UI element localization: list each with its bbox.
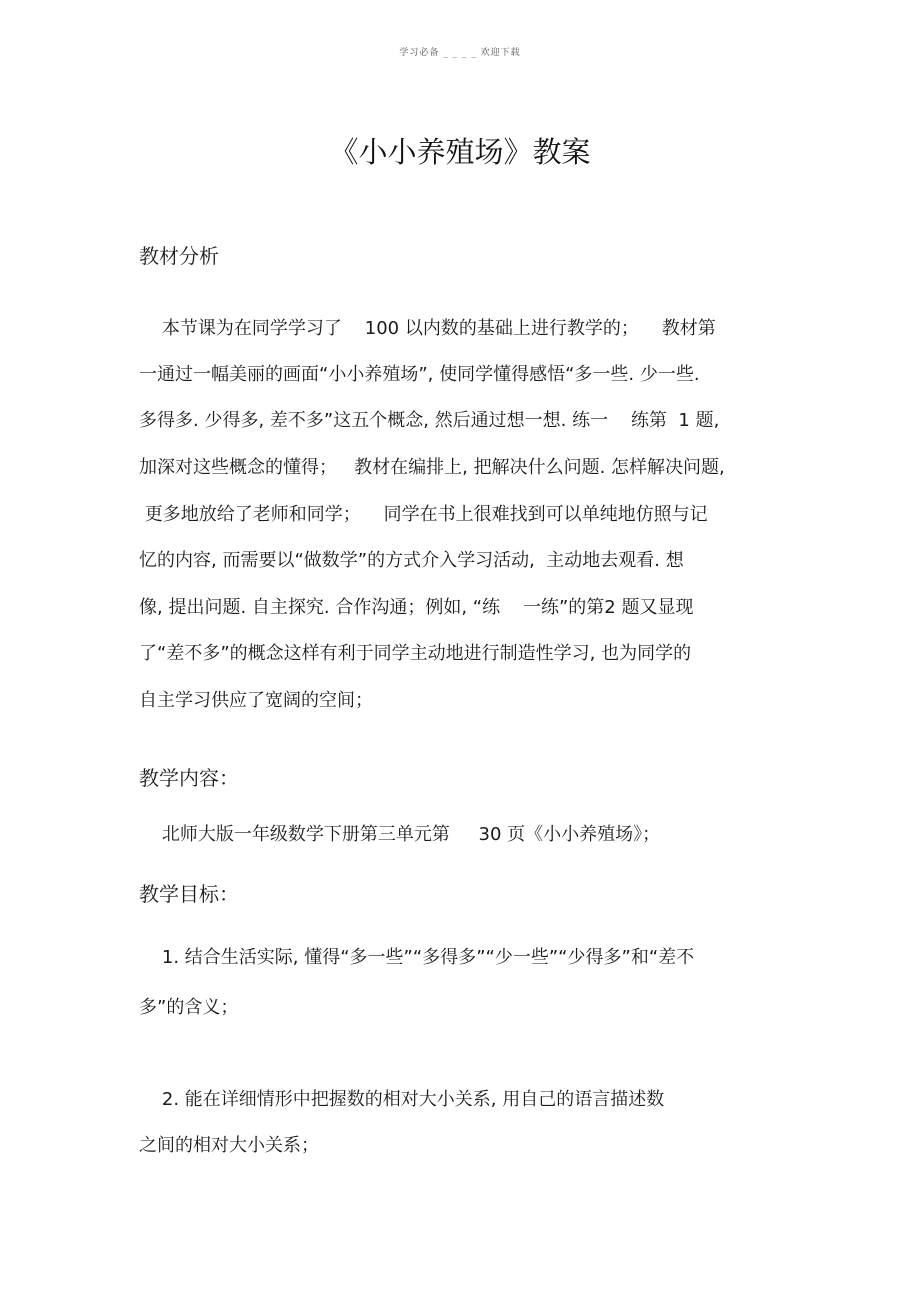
goal-2-line-1: 2. 能在详细情形中把握数的相对大小关系, 用自己的语言描述数 (139, 1089, 665, 1110)
analysis-line-9: 自主学习供应了宽阔的空间； (139, 690, 373, 711)
section-heading-content: 教学内容： (139, 766, 239, 790)
analysis-line-5: 更多地放给了老师和同学； 同学在书上很难找到可以单纯地仿照与记 (139, 504, 708, 525)
goal-1-line-2: 多”的含义； (139, 997, 239, 1018)
analysis-line-6: 忆的内容, 而需要以“做数学”的方式介入学习活动, 主动地去观看. 想 (139, 550, 684, 571)
analysis-line-2: 一通过一幅美丽的画面“小小养殖场”, 使同学懂得感悟“多一些. 少一些. (139, 364, 700, 385)
analysis-line-3: 多得多. 少得多, 差不多”这五个概念, 然后通过想一想. 练一 练第 1 题, (139, 410, 720, 431)
analysis-line-4: 加深对这些概念的懂得； 教材在编排上, 把解决什么问题. 怎样解决问题, (139, 457, 725, 478)
document-title: 《小小养殖场》教案 (329, 135, 591, 169)
section-heading-goals: 教学目标： (139, 882, 239, 906)
analysis-line-7: 像, 提出问题. 自主探究. 合作沟通；例如, “练 一练”的第2 题又显现 (139, 597, 694, 618)
goal-1-line-1: 1. 结合生活实际, 懂得“多一些”“多得多”“少一些”“少得多”和“差不 (139, 947, 695, 968)
page-header: 学习必备 _ _ _ _ 欢迎下载 (399, 48, 521, 58)
analysis-line-1: 本节课为在同学学习了 100 以内数的基础上进行教学的； 教材第 (139, 318, 716, 339)
content-line: 北师大版一年级数学下册第三单元第 30 页《小小养殖场》； (139, 824, 661, 845)
analysis-line-8: 了“差不多”的概念这样有利于同学主动地进行制造性学习, 也为同学的 (139, 643, 692, 664)
goal-2-line-2: 之间的相对大小关系； (139, 1135, 319, 1156)
section-heading-analysis: 教材分析 (139, 244, 219, 268)
